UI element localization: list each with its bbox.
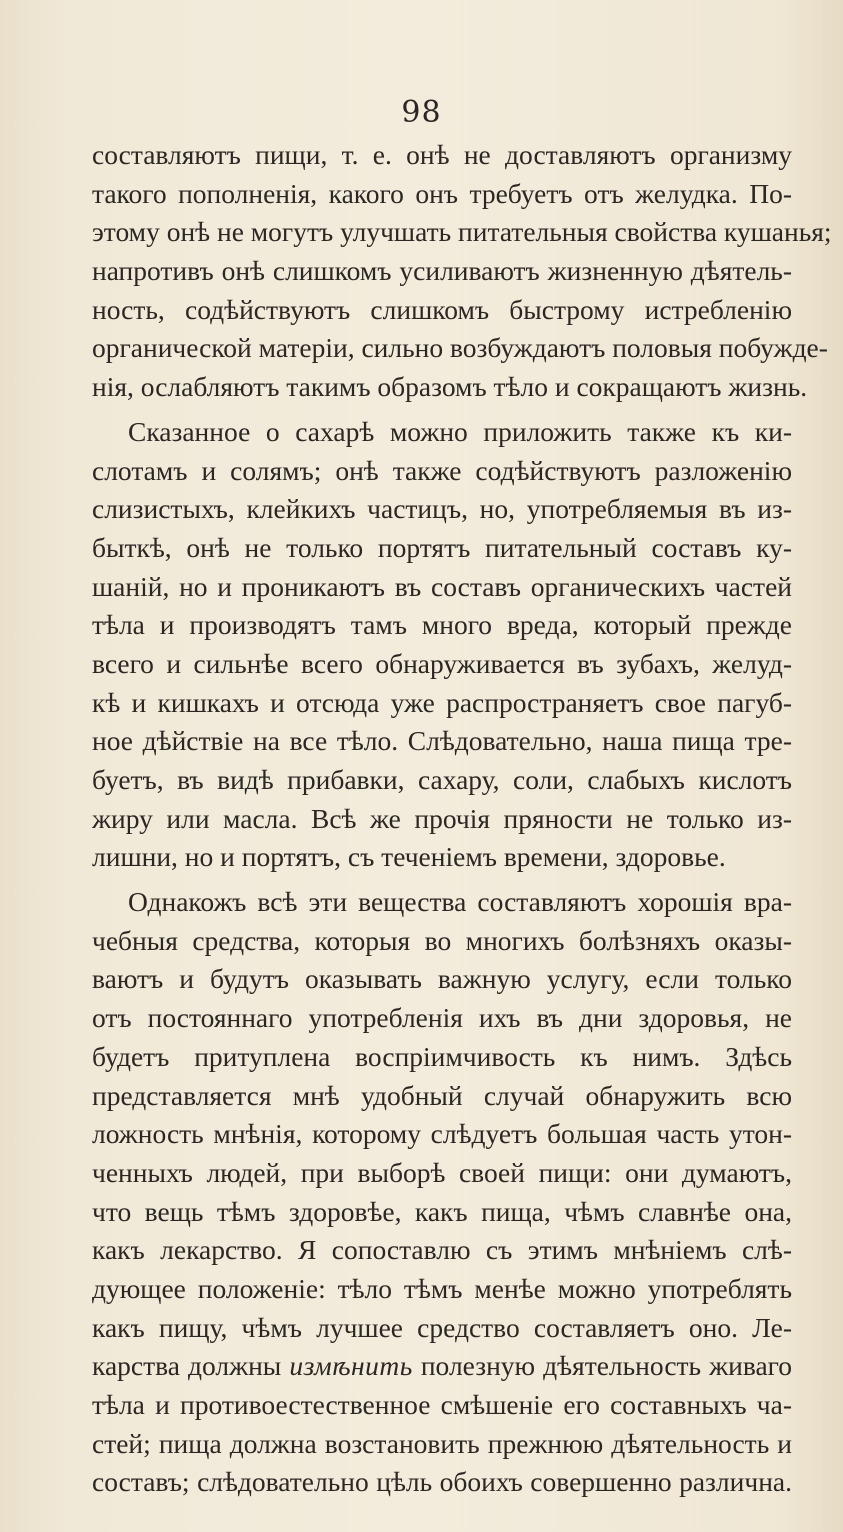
- text-line: тѣла и производятъ тамъ много вреда, который прежде: [92, 609, 792, 641]
- text-line: всего и сильнѣе всего обнаруживается въ зубахъ, желуд-: [92, 647, 792, 679]
- text-line: буетъ, въ видѣ прибавки, сахару, соли, слабыхъ кислотъ: [92, 764, 792, 795]
- text-line: лишни, но и портятъ, съ теченіемъ времени, здоровье.: [92, 841, 726, 873]
- text-line: органической матеріи, сильно возбуждаютъ половыя побужде-: [92, 332, 828, 364]
- text-line: составъ; слѣдовательно цѣль обоихъ совершенно различна.: [92, 1466, 792, 1498]
- text-line: напротивъ онѣ слишкомъ усиливаютъ жизненную дѣятель-: [92, 255, 792, 287]
- text-line: ваютъ и будутъ оказывать важную услугу, если только: [92, 963, 792, 995]
- text-line: слотамъ и солямъ; онѣ также содѣйствуютъ разложенію: [92, 454, 792, 486]
- text-line: ное дѣйствіе на все тѣло. Слѣдовательно, наша пища тре-: [92, 725, 792, 757]
- paragraph-1: [92, 136, 832, 407]
- paragraph-3: [92, 883, 792, 1502]
- page-number: 98: [401, 95, 442, 130]
- text-line: Однакожъ всѣ эти вещества составляютъ хорошія вра-: [128, 886, 792, 918]
- text-line: этому онѣ не могутъ улучшать питательныя свойства кушанья;: [92, 216, 832, 248]
- text-line: дующее положеніе: тѣло тѣмъ менѣе можно употреблять: [92, 1272, 792, 1304]
- text-line: составляютъ пищи, т. е. онѣ не доставляютъ организму: [92, 139, 792, 170]
- text-line: кѣ и кишкахъ и отсюда уже распространяетъ свое пагуб-: [92, 686, 792, 718]
- text-line: ность, содѣйствуютъ слишкомъ быстрому истребленію: [92, 293, 792, 325]
- text-line: слизистыхъ, клейкихъ частицъ, но, употребляемыя въ из-: [92, 493, 792, 525]
- text-line: нія, ослабляютъ такимъ образомъ тѣло и сокращаютъ жизнь.: [92, 371, 808, 403]
- text-line: быткѣ, онѣ не только портятъ питательный составъ ку-: [92, 531, 792, 563]
- text-line: какъ лекарство. Я сопоставлю съ этимъ мнѣніемъ слѣ-: [92, 1234, 792, 1266]
- text-line: ченныхъ людей, при выборѣ своей пищи: они думаютъ,: [92, 1156, 792, 1188]
- body-text: [92, 136, 832, 1502]
- text-line: представляется мнѣ удобный случай обнаружить всю: [92, 1079, 792, 1111]
- text-line: шаній, но и проникаютъ въ составъ органическихъ частей: [92, 570, 792, 602]
- text-line: стей; пища должна возстановить прежнюю дѣятельность и: [92, 1427, 792, 1459]
- text-line: чебныя средства, которыя во многихъ болѣзняхъ оказы-: [92, 924, 792, 956]
- text-line: Сказанное о сахарѣ можно приложить также къ ки-: [128, 415, 792, 447]
- text-line: жиру или масла. Всѣ же прочія пряности не только из-: [92, 802, 792, 834]
- emphasized-word: измѣнить: [289, 1350, 413, 1382]
- text-segment: карства должны: [92, 1350, 282, 1382]
- text-line: тѣла и противоестественное смѣшеніе его составныхъ ча-: [92, 1389, 792, 1420]
- text-line: ложность мнѣнія, которому слѣдуетъ большая часть утон-: [92, 1118, 792, 1150]
- text-segment: полезную дѣятельность живаго: [420, 1350, 793, 1382]
- text-line: такого пополненія, какого онъ требуетъ отъ желудка. По-: [92, 177, 792, 209]
- text-line-with-emphasis: [92, 1347, 792, 1386]
- text-line: будетъ притуплена воспріимчивость къ нимъ. Здѣсь: [92, 1040, 792, 1072]
- text-line: отъ постояннаго употребленія ихъ въ дни здоровья, не: [92, 1002, 792, 1034]
- text-line: какъ пищу, чѣмъ лучшее средство составляетъ оно. Ле-: [92, 1311, 792, 1343]
- text-line: что вещь тѣмъ здоровѣе, какъ пища, чѣмъ славнѣе она,: [92, 1195, 792, 1227]
- paragraph-2: [92, 413, 792, 877]
